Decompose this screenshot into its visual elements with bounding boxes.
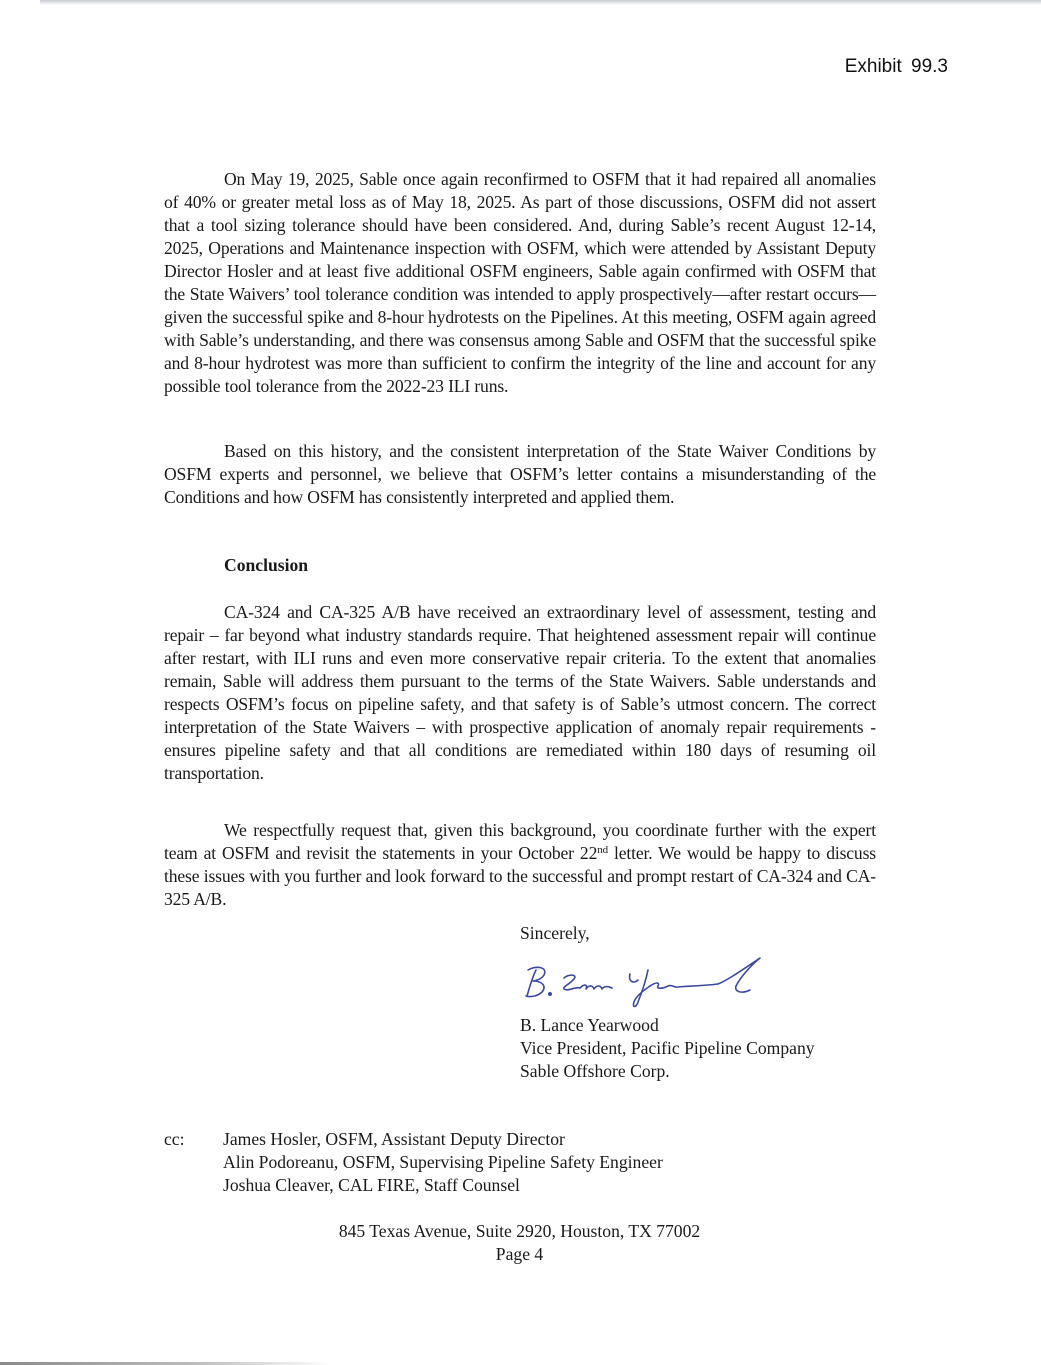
cc-recipient: Joshua Cleaver, CAL FIRE, Staff Counsel (223, 1175, 520, 1195)
valediction: Sincerely, (520, 923, 590, 943)
page-footer (0, 1220, 1041, 1266)
paragraph-text: CA-324 and CA-325 A/B have received an extraordinary level of assessment, testing and repair – far beyond what industry standards require. That heightened assessment repair will continue after restart, with ILI runs and even more conservative repair criteria. To the extent that anomalies remain, Sable will address them pursuant to the terms of the State Waivers. Sable understands and respects OSFM’s focus on pipeline safety, and that safety is of Sable’s utmost concern. The correct interpretation of the State Waivers – with prospective application of anomaly repair requirements - ensures pipeline safety and that all conditions are remediated within 180 days of resuming oil transportation. (164, 602, 876, 783)
paragraph-text: Based on this history, and the consistent interpretation of the State Waiver Conditions by OSFM experts and personnel, we believe that OSFM’s letter contains a misunderstanding of the Conditions and how OSFM has consistently interpreted and applied them. (164, 441, 876, 507)
cc-recipient: James Hosler, OSFM, Assistant Deputy Director (223, 1129, 565, 1149)
paragraph-text-part: letter. We would be happy to discuss these issues with you further and look forward to the successful and prompt restart of CA-324 and CA-325 A/B. (164, 843, 876, 909)
paragraph-text-part: We respectfully request that, given this background, you coordinate further with the expert team at OSFM and revisit the statements in your October 22 (164, 820, 876, 863)
cc-recipient-list (223, 1128, 663, 1197)
paragraph-may-19-reconfirmation (164, 168, 876, 398)
signature-block (520, 1014, 815, 1083)
paragraph-request (164, 819, 876, 911)
cc-recipient: Alin Podoreanu, OSFM, Supervising Pipeline Safety Engineer (223, 1152, 663, 1172)
paragraph-text: On May 19, 2025, Sable once again reconfirmed to OSFM that it had repaired all anomalies of 40% or greater metal loss as of May 18, 2025. As part of those discussions, OSFM did not assert that a tool sizing tolerance should have been considered. And, during Sable’s recent August 12-14, 2025, Operations and Maintenance inspection with OSFM, which were attended by Assistant Deputy Director Hosler and at least five additional OSFM engineers, Sable again confirmed with OSFM that the State Waivers’ tool tolerance condition was intended to apply prospectively—after restart occurs—given the successful spike and 8-hour hydrotests on the Pipelines. At this meeting, OSFM again agreed with Sable’s understanding, and there was consensus among Sable and OSFM that the successful spike and 8-hour hydrotest was more than sufficient to confirm the integrity of the line and account for any possible tool tolerance from the 2022-23 ILI runs. (164, 169, 876, 396)
signer-company: Sable Offshore Corp. (520, 1061, 670, 1081)
ordinal-suffix: nd (597, 844, 608, 856)
scan-edge-top (40, 0, 1041, 5)
exhibit-label: Exhibit 99.3 (844, 56, 948, 77)
signer-name: B. Lance Yearwood (520, 1015, 659, 1035)
section-heading-conclusion: Conclusion (224, 555, 309, 575)
page-number: Page 4 (495, 1244, 544, 1264)
signer-title: Vice President, Pacific Pipeline Company (520, 1038, 815, 1058)
paragraph-history-interpretation (164, 440, 876, 509)
footer-address: 845 Texas Avenue, Suite 2920, Houston, TX 77002 (338, 1221, 701, 1241)
cc-label: cc: (164, 1129, 185, 1149)
handwritten-signature-icon (522, 956, 782, 1012)
paragraph-conclusion (164, 601, 876, 785)
paragraph-text (164, 819, 876, 911)
